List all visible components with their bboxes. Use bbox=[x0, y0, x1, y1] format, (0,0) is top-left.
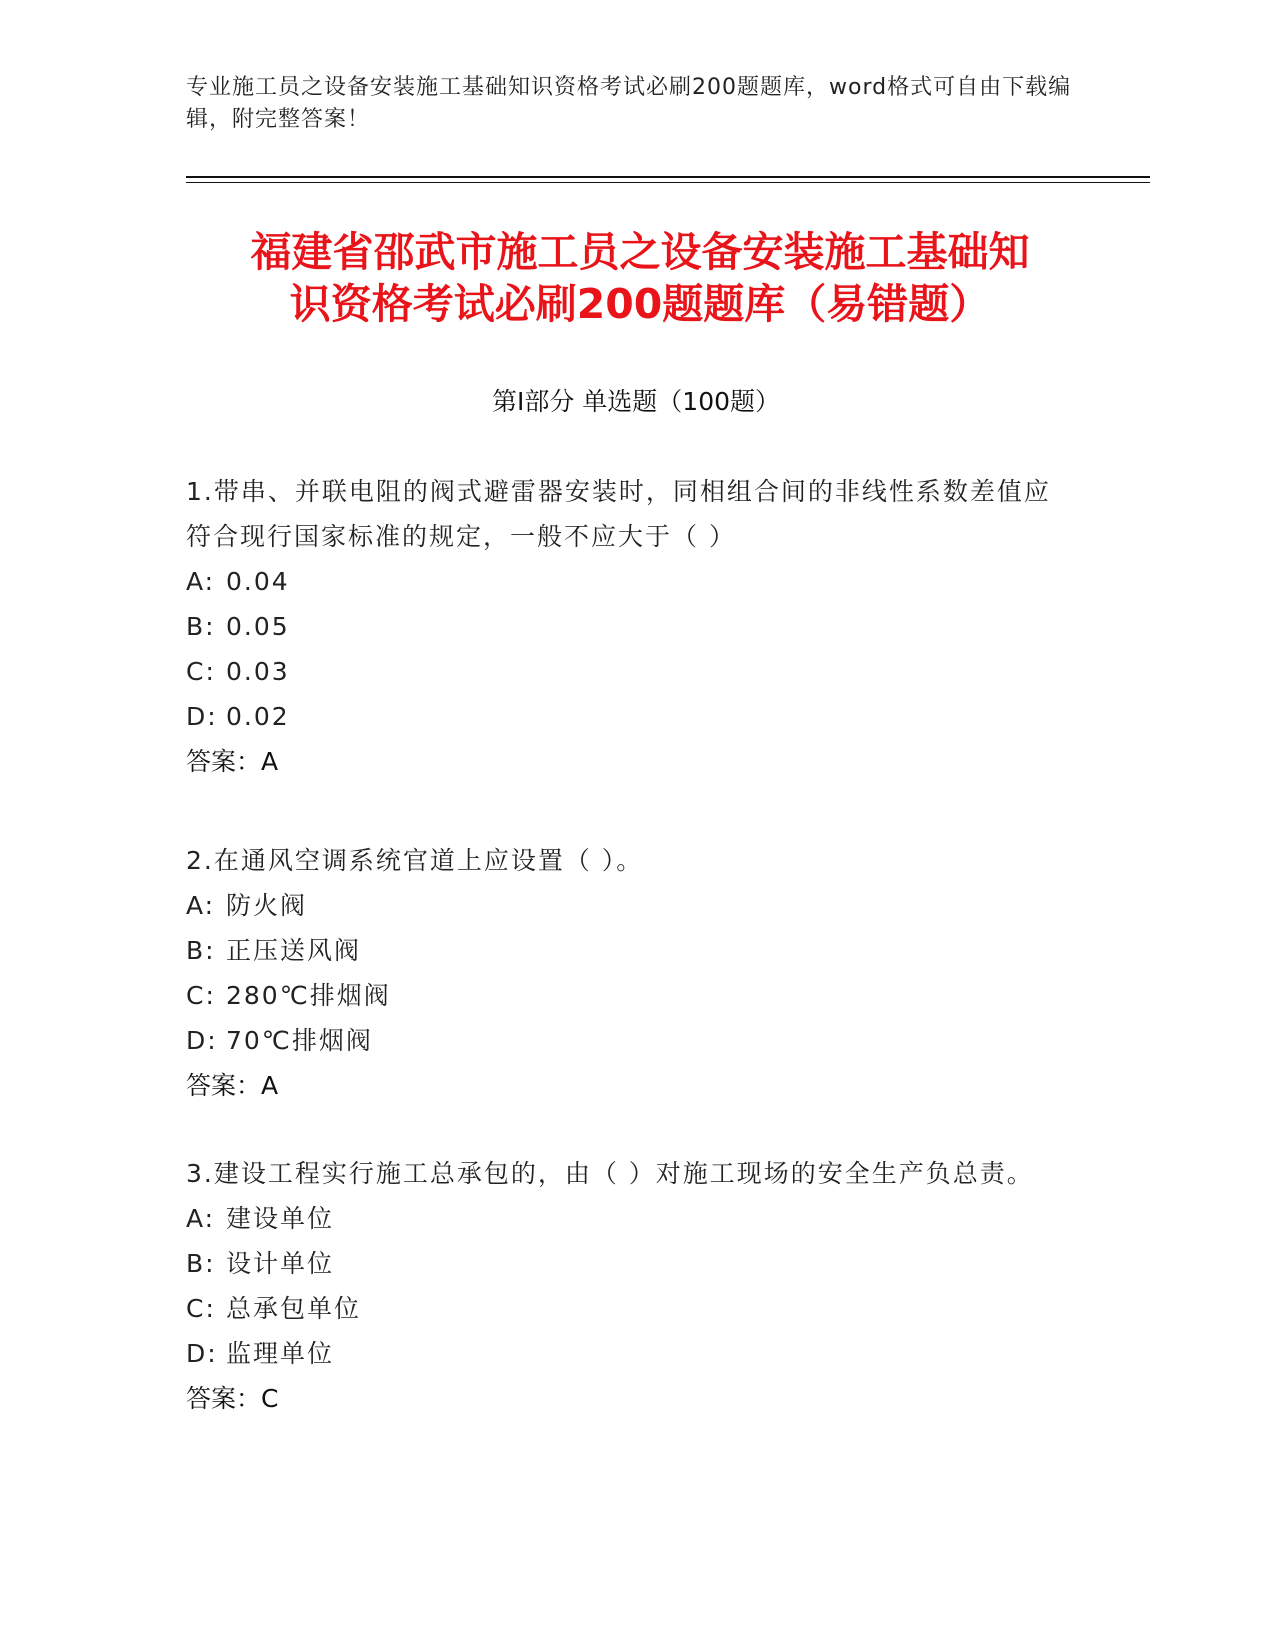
header-divider-thick bbox=[186, 176, 1150, 178]
option-letter: C: bbox=[186, 981, 216, 1010]
option-letter: C: bbox=[186, 1294, 216, 1323]
option-b bbox=[186, 928, 1066, 973]
question-stem: 1.带串、并联电阻的阀式避雷器安装时，同相组合间的非线性系数差值应符合现行国家标准的规定，一般不应大于（ ） bbox=[186, 477, 1051, 551]
option-list bbox=[186, 883, 1066, 1063]
option-letter: C: bbox=[186, 657, 216, 686]
option-a bbox=[186, 559, 1066, 604]
option-text: 正压送风阀 bbox=[226, 936, 362, 965]
option-text: 总承包单位 bbox=[226, 1294, 362, 1323]
option-letter: B: bbox=[186, 936, 216, 965]
question-1 bbox=[186, 469, 1066, 784]
option-letter: D: bbox=[186, 702, 218, 731]
option-text: 70℃排烟阀 bbox=[226, 1026, 373, 1055]
option-d bbox=[186, 694, 1066, 739]
option-c bbox=[186, 973, 1066, 1018]
option-letter: B: bbox=[186, 1249, 216, 1278]
option-c bbox=[186, 649, 1066, 694]
option-text: 设计单位 bbox=[226, 1249, 335, 1278]
option-letter: D: bbox=[186, 1339, 218, 1368]
option-letter: A: bbox=[186, 567, 216, 596]
option-text: 0.03 bbox=[226, 657, 290, 686]
answer-label: 答案：A bbox=[186, 1071, 279, 1100]
answer-label: 答案：A bbox=[186, 747, 279, 776]
option-text: 0.04 bbox=[226, 567, 290, 596]
question-stem: 3.建设工程实行施工总承包的，由（ ）对施工现场的安全生产负总责。 bbox=[186, 1159, 1034, 1188]
option-text: 监理单位 bbox=[226, 1339, 335, 1368]
header-divider-thin bbox=[186, 182, 1150, 183]
option-letter: D: bbox=[186, 1026, 218, 1055]
option-text: 防火阀 bbox=[226, 891, 308, 920]
option-list bbox=[186, 1196, 1066, 1376]
option-text: 0.05 bbox=[226, 612, 290, 641]
option-list bbox=[186, 559, 1066, 739]
option-b bbox=[186, 1241, 1066, 1286]
option-text: 0.02 bbox=[226, 702, 290, 731]
question-stem: 2.在通风空调系统官道上应设置（ ）。 bbox=[186, 846, 644, 875]
document-title-line1: 福建省邵武市施工员之设备安装施工基础知 bbox=[250, 228, 1030, 276]
option-text: 建设单位 bbox=[226, 1204, 335, 1233]
option-c bbox=[186, 1286, 1066, 1331]
option-text: 280℃排烟阀 bbox=[226, 981, 391, 1010]
option-d bbox=[186, 1331, 1066, 1376]
question-3 bbox=[186, 1151, 1066, 1421]
option-b bbox=[186, 604, 1066, 649]
question-2 bbox=[186, 838, 1066, 1108]
option-d bbox=[186, 1018, 1066, 1063]
option-letter: A: bbox=[186, 1204, 216, 1233]
document-title bbox=[190, 226, 1090, 330]
option-letter: B: bbox=[186, 612, 216, 641]
header-note: 专业施工员之设备安装施工基础知识资格考试必刷200题题库，word格式可自由下载编辑，附完整答案！ bbox=[186, 75, 1072, 132]
section-heading: 第Ⅰ部分 单选题（100题） bbox=[491, 387, 781, 416]
option-a bbox=[186, 1196, 1066, 1241]
answer-label: 答案：C bbox=[186, 1384, 279, 1413]
document-title-line2: 识资格考试必刷200题题库（易错题） bbox=[289, 280, 991, 328]
option-a bbox=[186, 883, 1066, 928]
option-letter: A: bbox=[186, 891, 216, 920]
